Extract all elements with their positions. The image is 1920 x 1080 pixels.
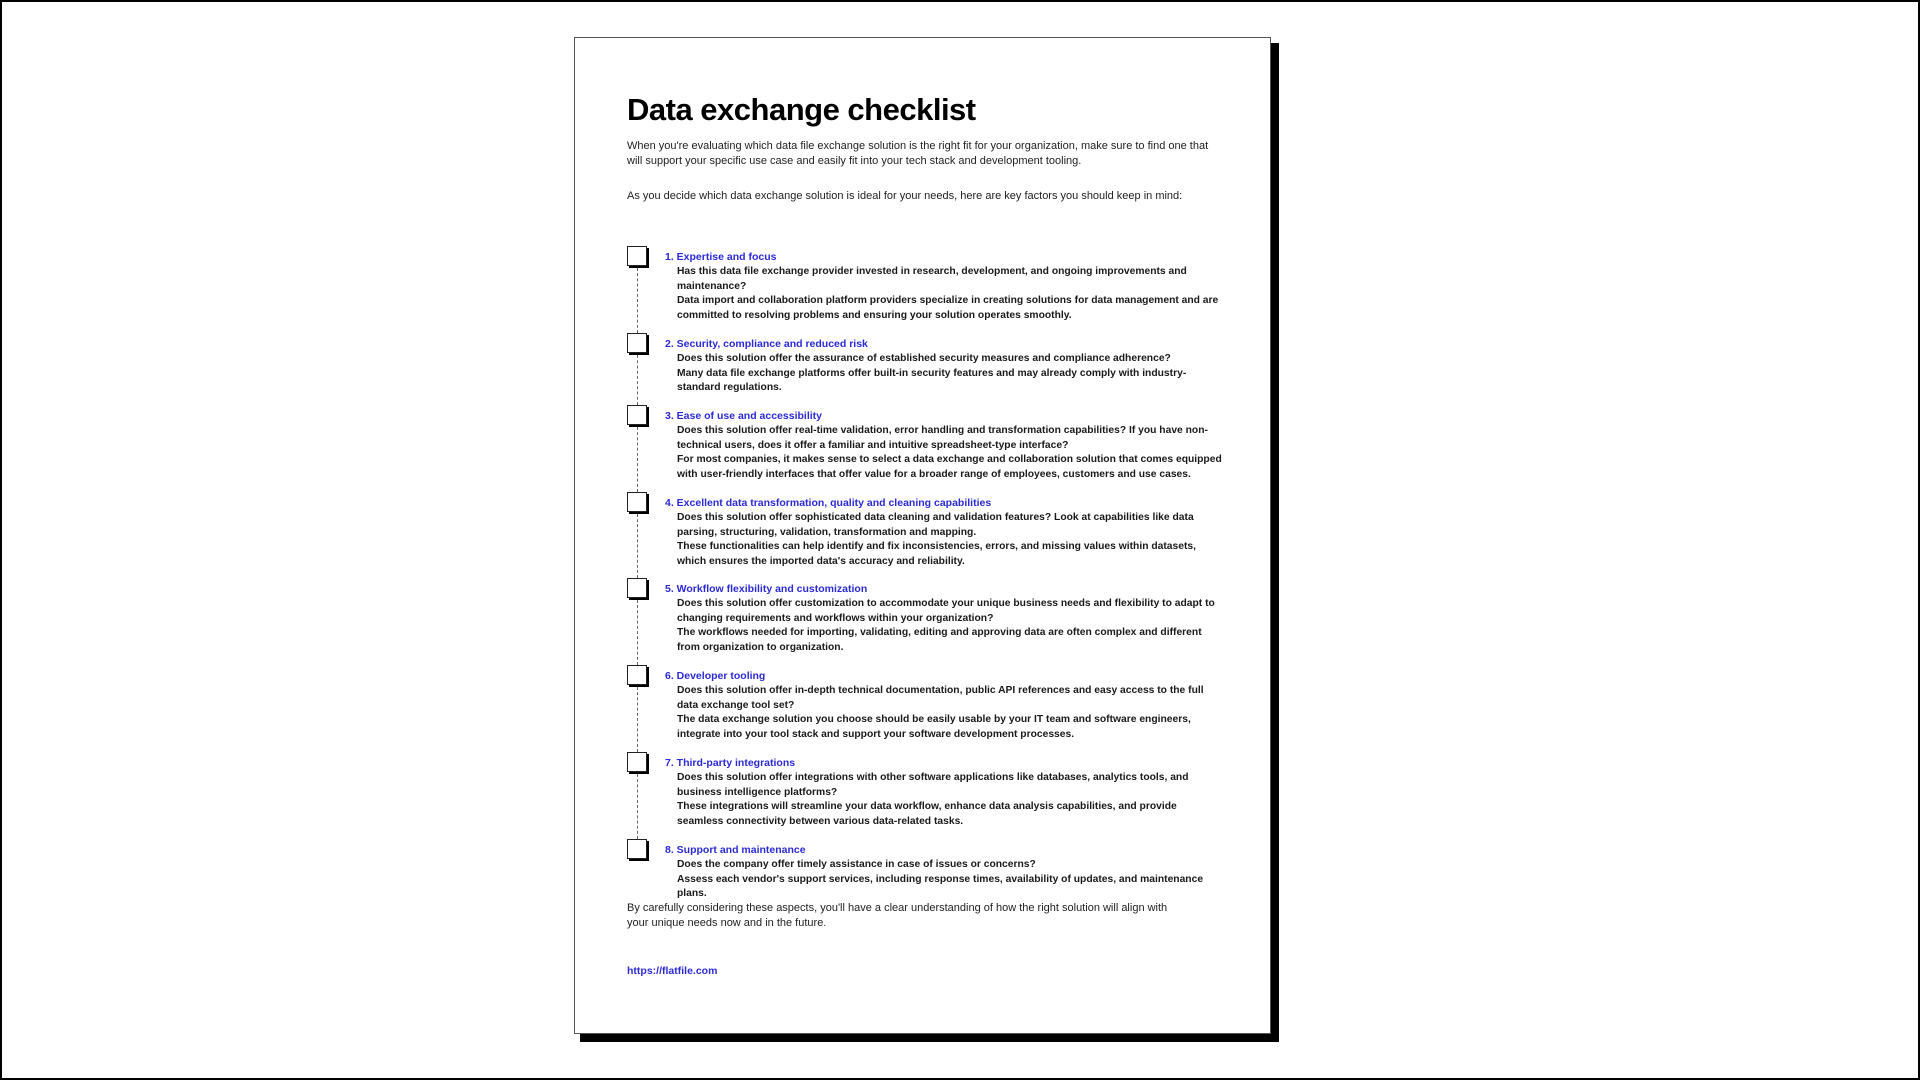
item-question: Does this solution offer the assurance of established security measures and compliance adherence?: [677, 353, 1171, 364]
item-body: [677, 511, 1225, 569]
item-heading: 8. Support and maintenance: [665, 844, 806, 856]
item-question: Does this solution offer in-depth technical documentation, public API references and easy access to the full data exchange tool set?: [677, 685, 1204, 711]
item-body: [677, 771, 1225, 829]
checkbox[interactable]: [627, 665, 647, 685]
dashed-connector: [637, 600, 638, 665]
checkbox[interactable]: [627, 246, 647, 266]
dashed-connector: [637, 514, 638, 578]
item-body: [677, 424, 1225, 482]
item-heading: 7. Third-party integrations: [665, 757, 796, 769]
item-heading: 5. Workflow flexibility and customization: [665, 583, 868, 595]
checkbox[interactable]: [627, 492, 647, 512]
item-question: Has this data file exchange provider invested in research, development, and ongoing improvements and maintenance?: [677, 266, 1187, 292]
item-answer: The workflows needed for importing, validating, editing and approving data are often complex and different from organization to organization.: [677, 627, 1202, 653]
closing-paragraph: By carefully considering these aspects, you'll have a clear understanding of how the right solution will align with your unique needs now and in the future.: [627, 902, 1168, 929]
item-answer: For most companies, it makes sense to select a data exchange and collaboration solution that comes equipped with user-friendly interfaces that offer value for a broader range of employees, customers and use cases.: [677, 454, 1222, 480]
dashed-connector: [637, 427, 638, 492]
item-answer: These integrations will streamline your data workflow, enhance data analysis capabilities, and provide seamless connectivity between various data-related tasks.: [677, 801, 1177, 827]
checkbox[interactable]: [627, 839, 647, 859]
item-heading: 6. Developer tooling: [665, 670, 766, 682]
item-answer: These functionalities can help identify and fix inconsistencies, errors, and missing values within datasets, which ensures the imported data's accuracy and reliability.: [677, 541, 1196, 567]
dashed-connector: [637, 774, 638, 839]
item-body: [677, 858, 1225, 902]
item-answer: Assess each vendor's support services, including response times, availability of updates, and maintenance plans.: [677, 873, 1204, 899]
checkbox[interactable]: [627, 333, 647, 353]
checkbox[interactable]: [627, 578, 647, 598]
checkbox[interactable]: [627, 752, 647, 772]
checkbox[interactable]: [627, 405, 647, 425]
flatfile-link[interactable]: https://flatfile.com: [627, 965, 718, 977]
dashed-connector: [637, 355, 638, 405]
item-answer: The data exchange solution you choose should be easily usable by your IT team and software engineers, integrate into your tool stack and support your software development processes.: [677, 714, 1191, 740]
item-question: Does the company offer timely assistance in case of issues or concerns?: [677, 859, 1036, 870]
item-heading: 1. Expertise and focus: [665, 251, 777, 263]
item-heading: 4. Excellent data transformation, quality and cleaning capabilities: [665, 497, 992, 509]
item-body: [677, 352, 1225, 396]
item-answer: Data import and collaboration platform providers specialize in creating solutions for data management and are committed to resolving problems and ensuring your solution operates smoothly.: [677, 295, 1219, 321]
lead-paragraph: As you decide which data exchange solution is ideal for your needs, here are key factors you should keep in mind:: [627, 190, 1183, 202]
item-question: Does this solution offer customization to accommodate your unique business needs and flexibility to adapt to changing requirements and workflows within your organization?: [677, 598, 1215, 624]
item-body: [677, 265, 1225, 323]
item-question: Does this solution offer sophisticated data cleaning and validation features? Look at capabilities like data parsing, structuring, validation, transformation and mapping.: [677, 512, 1194, 538]
item-question: Does this solution offer integrations with other software applications like databases, analytics tools, and business intelligence platforms?: [677, 772, 1189, 798]
item-answer: Many data file exchange platforms offer built-in security features and may already comply with industry-standard regulations.: [677, 367, 1187, 393]
page-title: Data exchange checklist: [627, 92, 976, 127]
item-heading: 3. Ease of use and accessibility: [665, 410, 822, 422]
item-heading: 2. Security, compliance and reduced risk: [665, 338, 868, 350]
intro-paragraph: When you're evaluating which data file exchange solution is the right fit for your organization, make sure to find one that will support your specific use case and easily fit into your tech stack and development tooling.: [627, 140, 1209, 167]
item-body: [677, 684, 1225, 742]
item-body: [677, 597, 1225, 655]
dashed-connector: [637, 268, 638, 333]
item-question: Does this solution offer real-time validation, error handling and transformation capabilities? If you have non-technical users, does it offer a familiar and intuitive spreadsheet-type interface?: [677, 425, 1208, 451]
dashed-connector: [637, 687, 638, 752]
document-page: [574, 37, 1271, 1034]
